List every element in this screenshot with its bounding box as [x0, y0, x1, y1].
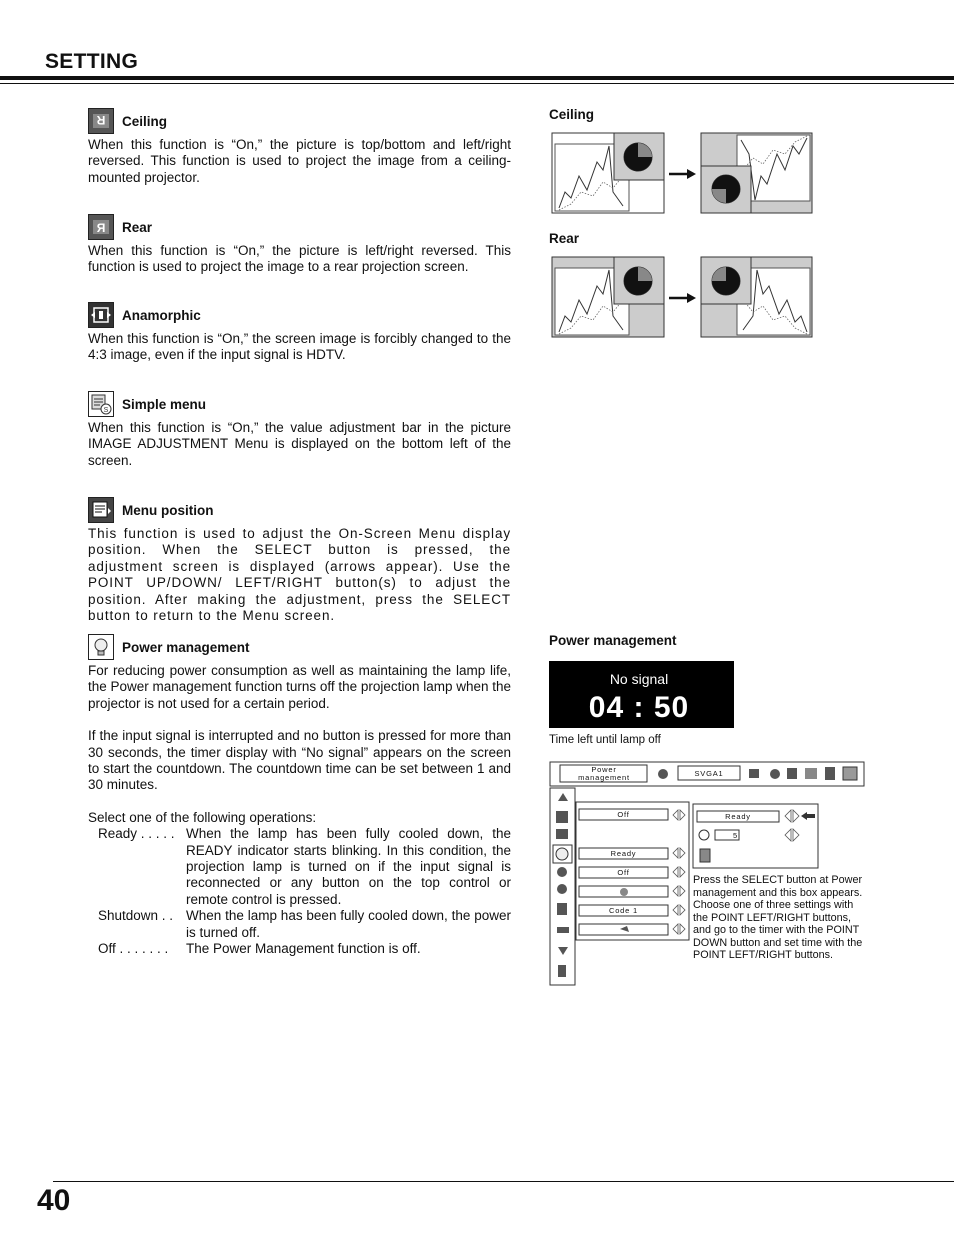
menu-title-line-2: management — [578, 773, 630, 782]
section-menu-position — [88, 496, 511, 624]
section-title: Rear — [122, 219, 153, 235]
section-title: Simple menu — [122, 396, 207, 412]
ceiling-diagram-label: Ceiling — [549, 107, 595, 122]
time-caption: Time left until lamp off — [549, 734, 661, 746]
no-signal-text: No signal — [609, 671, 669, 687]
section-body: When this function is “On,” the value adjustment bar in the picture IMAGE ADJUSTMENT Menu is displayed on the bottom left of the screen. — [88, 420, 511, 468]
section-ceiling — [88, 107, 511, 186]
operation-shutdown — [88, 908, 511, 941]
operation-name: Ready . . . . . — [98, 826, 175, 842]
menu-position-icon — [88, 497, 114, 523]
anamorphic-icon — [88, 302, 114, 328]
operation-ready — [88, 826, 511, 908]
power-mode-field[interactable]: Ready — [725, 812, 751, 821]
operation-desc: The Power Management function is off. — [186, 941, 421, 957]
svg-text:R: R — [96, 113, 106, 127]
section-title: Menu position — [122, 502, 214, 518]
section-simple-menu — [88, 390, 511, 469]
section-body: For reducing power consumption as well as maintaining the lamp life, the Power management function turns off the projection lamp when the projector is not used for a certain period. — [88, 663, 512, 711]
section-title: Power management — [122, 639, 250, 655]
operation-name: Off . . . . . . . — [98, 941, 169, 957]
section-body: When this function is “On,” the screen image is forcibly changed to the 4:3 image, even if the input signal is HDTV. — [88, 331, 511, 363]
countdown-timer: 04 : 50 — [588, 691, 690, 724]
section-anamorphic — [88, 301, 511, 364]
section-body: This function is used to adjust the On-Screen Menu display position. When the SELECT button is pressed, the adjustment screen is displayed (arrows appear). Use the POINT UP/DOWN/ LEFT/RIGHT button(s) to adjust the position. After making the adjustment, press the SELECT button to return to the Menu screen. — [88, 526, 511, 624]
menu-title-line-1: Power — [591, 765, 617, 774]
menu-row-3[interactable]: Off — [617, 868, 630, 877]
ceiling-icon — [88, 108, 114, 134]
no-signal-display — [549, 661, 734, 728]
menu-note: Press the SELECT button at Power management and this box appears. Choose one of three settings with the POINT LEFT/RIGHT buttons, and go to the timer with the POINT DOWN button and set time with the POINT LEFT/RIGHT buttons. — [693, 874, 863, 961]
operation-name: Shutdown . . — [98, 908, 174, 924]
operation-desc: When the lamp has been fully cooled down, the READY indicator starts blinking. In this condition, the projection lamp is turned on if the input signal is reconnected or any button on the top control or remote control is pressed. — [186, 826, 511, 907]
page-number: 40 — [37, 1184, 71, 1217]
ceiling-diagram — [551, 132, 815, 215]
section-title: Anamorphic — [122, 307, 201, 323]
section-title: Ceiling — [122, 113, 168, 129]
section-body: When this function is “On,” the picture is left/right reversed. This function is used to project the image to a rear projection screen. — [88, 243, 511, 275]
section-power-management — [88, 633, 511, 958]
page-title: SETTING — [45, 50, 139, 73]
rear-diagram-label: Rear — [549, 231, 580, 246]
section-rear — [88, 213, 511, 276]
menu-row-1[interactable]: Off — [617, 810, 630, 819]
menu-title — [561, 766, 647, 782]
timer-field[interactable]: 5 — [733, 831, 738, 840]
operations-list — [88, 826, 511, 957]
header-rule-thin — [0, 83, 954, 84]
lightbulb-icon — [88, 634, 114, 660]
section-body-2: If the input signal is interrupted and no button is pressed for more than 30 seconds, the timer display with “No signal” appears on the screen to start the countdown. The countdown time can be set between 1 and 30 minutes. — [88, 728, 511, 793]
section-body-3: Select one of the following operations: — [88, 809, 317, 825]
svg-text:S: S — [103, 407, 109, 414]
simple-menu-icon — [88, 391, 114, 417]
operation-desc: When the lamp has been fully cooled down, the power is turned off. — [186, 908, 511, 940]
svg-text:R: R — [96, 221, 106, 235]
menu-row-4[interactable]: Code 1 — [609, 906, 638, 915]
source-field[interactable]: SVGA1 — [694, 769, 724, 778]
power-diagram-label: Power management — [549, 633, 677, 648]
rear-diagram — [551, 256, 815, 339]
header-rule — [0, 76, 954, 80]
menu-row-2[interactable]: Ready — [610, 849, 637, 858]
rear-icon — [88, 214, 114, 240]
section-body: When this function is “On,” the picture is top/bottom and left/right reversed. This function is used to project the image from a ceiling-mounted projector. — [88, 137, 511, 185]
operation-off — [88, 941, 511, 957]
footer-rule — [53, 1181, 954, 1182]
